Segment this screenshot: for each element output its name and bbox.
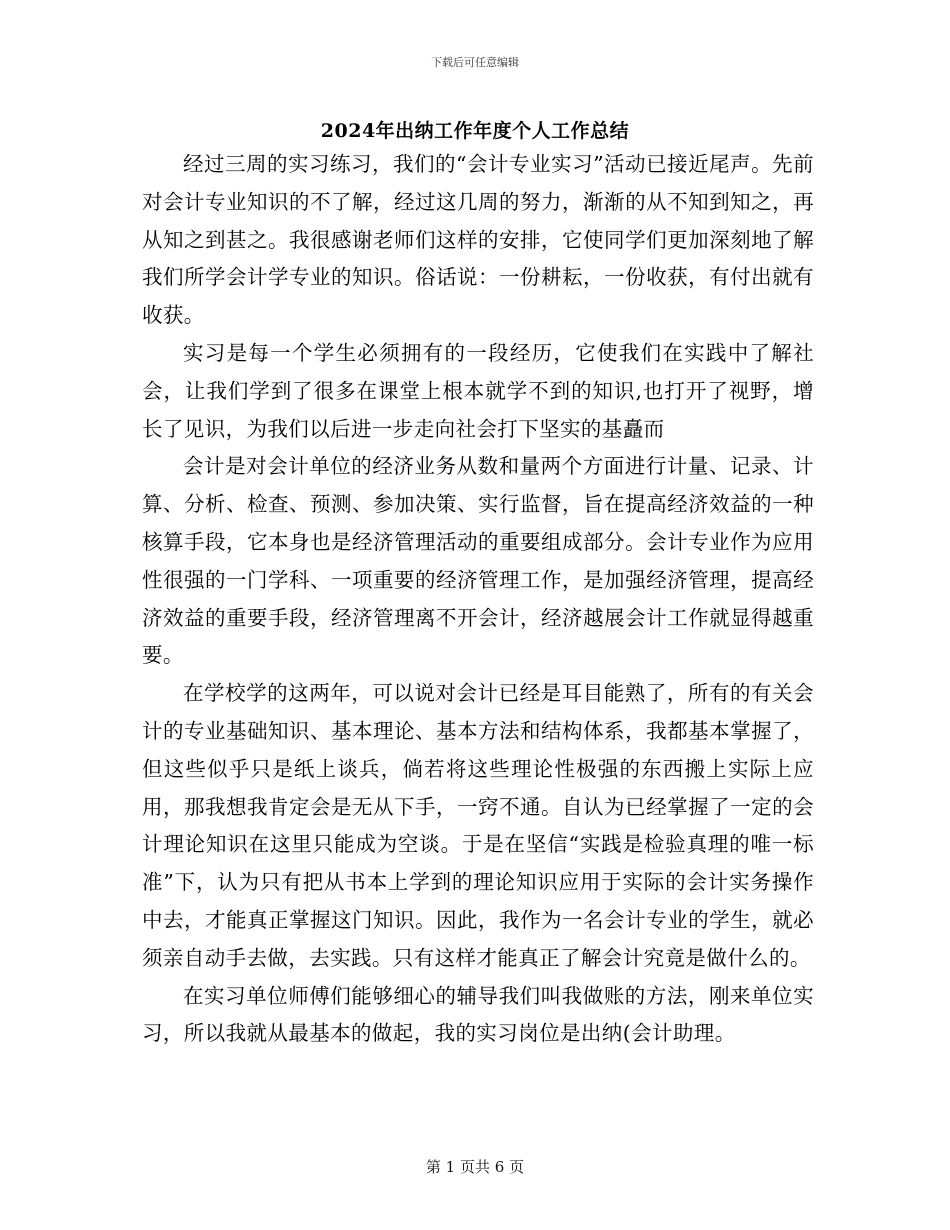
paragraph-5: 在实习单位师傅们能够细心的辅导我们叫我做账的方法，刚来单位实习，所以我就从最基本的做起，我的实习岗位是出纳(会计助理。 (142, 983, 814, 1046)
page-indicator: 第 1 页共 6 页 (425, 1158, 525, 1176)
document-title: 2024年出纳工作年度个人工作总结 (320, 120, 630, 142)
download-note: 下载后可任意编辑 (431, 56, 519, 69)
paragraph-1: 经过三周的实习练习，我们的“会计专业实习”活动已接近尾声。先前对会计专业知识的不了解，经过这几周的努力，渐渐的从不知到知之，再从知之到甚之。我很感谢老师们这样的安排，它使同学们更加深刻地了解我们所学会计学专业的知识。俗话说：一份耕耘，一份收获，有付出就有收获。 (142, 152, 814, 328)
paragraph-3: 会计是对会计单位的经济业务从数和量两个方面进行计量、记录、计算、分析、检查、预测、参加决策、实行监督，旨在提高经济效益的一种核算手段，它本身也是经济管理活动的重要组成部分。会计专业作为应用性很强的一门学科、一项重要的经济管理工作，是加强经济管理，提高经济效益的重要手段，经济管理离不开会计，经济越展会计工作就显得越重要。 (142, 454, 814, 668)
paragraph-2: 实习是每一个学生必须拥有的一段经历，它使我们在实践中了解社会，让我们学到了很多在课堂上根本就学不到的知识,也打开了视野，增长了见识，为我们以后进一步走向社会打下坚实的基矗而 (142, 340, 814, 441)
paragraph-4: 在学校学的这两年，可以说对会计已经是耳目能熟了，所有的有关会计的专业基础知识、基本理论、基本方法和结构体系，我都基本掌握了，但这些似乎只是纸上谈兵，倘若将这些理论性极强的东西搬上实际上应用，那我想我肯定会是无从下手，一窍不通。自认为已经掌握了一定的会计理论知识在这里只能成为空谈。于是在坚信“实践是检验真理的唯一标准”下，认为只有把从书本上学到的理论知识应用于实际的会计实务操作中去，才能真正掌握这门知识。因此，我作为一名会计专业的学生，就必须亲自动手去做，去实践。只有这样才能真正了解会计究竟是做什么的。 (142, 681, 814, 970)
document-body (142, 146, 814, 1053)
